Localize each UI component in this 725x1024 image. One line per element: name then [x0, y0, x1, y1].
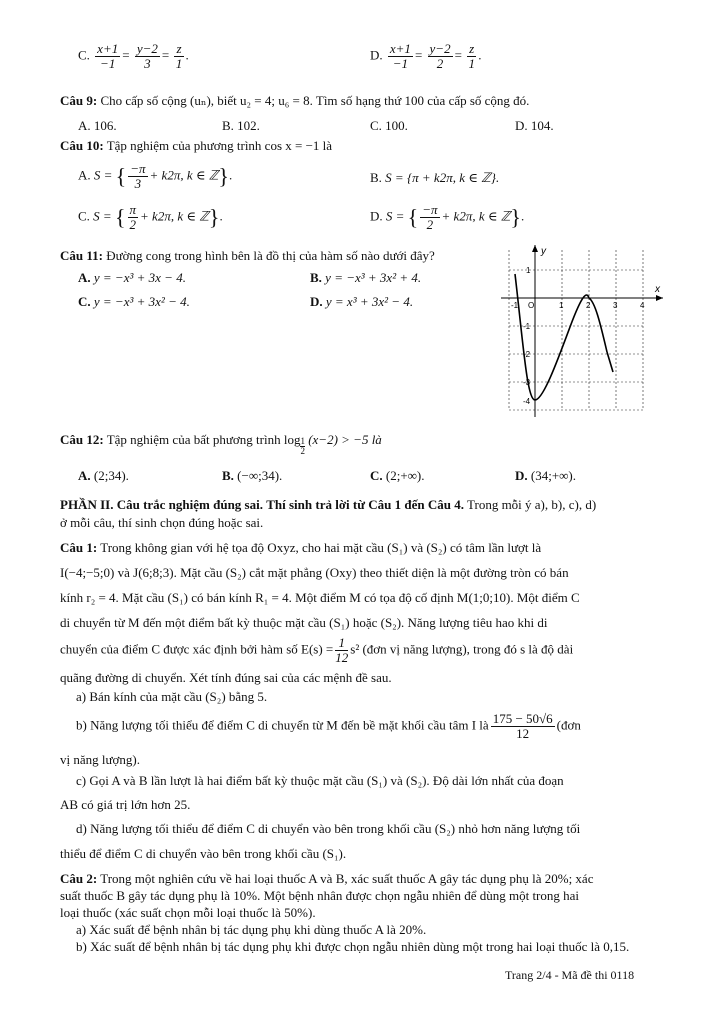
- q12-stem: Câu 12: Tập nghiệm của bất phương trình log $\frac{1}{2}$ (x−2) > −5 là: [60, 432, 382, 456]
- x-label: x: [655, 284, 660, 295]
- p2q1-line3: kính r₂ = 4. Mặt cầu (S₁) có bán kính R₁ = 4. Một điểm M có tọa độ cố định M(1;0;10). Một điểm C: [60, 590, 580, 605]
- q9-option-d: D. 104.: [515, 118, 554, 133]
- q9-option-c: C. 100.: [370, 118, 408, 133]
- q11-option-b: B. y = −x³ + 3x² + 4.: [310, 270, 422, 285]
- fraction: $\frac{z}{1}$: [175, 41, 183, 71]
- q12-option-b: B. (−∞;34).: [222, 468, 283, 483]
- p2q1-line2: I(−4;−5;0) và J(6;8;3). Mặt cầu (S₂) cắt mặt phẳng (Oxy) theo thiết diện là một đường tròn có bán: [60, 565, 569, 580]
- q10-option-d: D. S = { $\frac{-\pi}{2}$ + k2π, k ∈ ℤ}.: [370, 202, 525, 232]
- part2-heading: PHẦN II. Câu trắc nghiệm đúng sai. Thí sinh trả lời từ Câu 1 đến Câu 4. Trong mỗi ý a), b), c), d): [60, 497, 597, 512]
- p2q2-line1: Câu 2: Trong một nghiên cứu về hai loại thuốc A và B, xác suất thuốc A gây tác dụng phụ là 20%; xác: [60, 871, 594, 886]
- p2q1-statement-a: a) Bán kính của mặt cầu (S₂) bằng 5.: [76, 689, 268, 704]
- p2q1-statement-d: d) Năng lượng tối thiểu để điểm C di chuyển vào bên trong khối cầu (S₂) nhỏ hơn năng lượng tối: [76, 821, 581, 836]
- cubic-curve-tail: [607, 352, 613, 372]
- p2q1-line6: quãng đường di chuyển. Xét tính đúng sai của các mệnh đề sau.: [60, 670, 392, 685]
- p2q1-statement-d-line2: thiểu để điểm C di chuyển vào bên trong khối cầu (S₁).: [60, 846, 347, 861]
- y-tick: -4: [523, 397, 531, 406]
- fraction: $\frac{z}{1}$: [468, 41, 475, 71]
- page-footer: Trang 2/4 - Mã đề thi 0118: [505, 968, 635, 982]
- y-tick: -1: [523, 322, 531, 331]
- fraction: $\frac{y-2}{3}$: [136, 41, 158, 71]
- origin-label: O: [528, 301, 535, 310]
- fraction: $\frac{\pi}{2}$: [129, 202, 137, 232]
- p2q2-statement-a: a) Xác suất để bệnh nhân bị tác dụng phụ khi dùng thuốc A là 20%.: [76, 922, 427, 937]
- q12-option-d: D. (34;+∞).: [515, 468, 577, 483]
- x-tick: 2: [586, 301, 591, 310]
- fraction: $\frac{-\pi}{2}$: [422, 202, 438, 232]
- p2q1-statement-c-line2: AB có giá trị lớn hơn 25.: [60, 797, 191, 812]
- fraction: $\frac{x+1}{-1}$: [389, 41, 411, 71]
- p2q2-line3: loại thuốc (xác suất chọn mỗi loại thuốc là 50%).: [60, 905, 316, 920]
- y-label: y: [541, 246, 546, 257]
- p2q1-line1: Câu 1: Trong không gian với hệ tọa độ Oxyz, cho hai mặt cầu (S₁) và (S₂) có tâm lần lượt là: [60, 540, 542, 555]
- q12-option-c: C. (2;+∞).: [370, 468, 425, 483]
- q11-option-a: A. y = −x³ + 3x − 4.: [78, 270, 186, 285]
- q10-option-b: B. S = {π + k2π, k ∈ ℤ}.: [370, 170, 500, 185]
- fraction: $\frac{-\pi}{3}$: [130, 161, 146, 191]
- part2-heading-line2: ở mỗi câu, thí sinh chọn đúng hoặc sai.: [60, 515, 264, 530]
- fraction: $\frac{175 - 50√6}{12}$: [492, 711, 553, 741]
- x-tick: 3: [613, 301, 618, 310]
- y-axis-arrow: [532, 245, 538, 252]
- p2q1-statement-b: b) Năng lượng tối thiểu để điểm C di chuyển từ M đến bề mặt khối cầu tâm I là $\frac{175 - 50√6}{12}$ (đơn: [76, 711, 581, 741]
- x-axis-arrow: [656, 295, 663, 301]
- p2q1-line4: di chuyển từ M đến một điểm bất kỳ thuộc mặt cầu (S₁) hoặc (S₂). Năng lượng tiêu hao khi di: [60, 615, 548, 630]
- q9-option-b: B. 102.: [222, 118, 260, 133]
- x-tick: -1: [511, 301, 519, 310]
- fraction: $\frac{1}{12}$: [335, 635, 349, 665]
- q11-stem: Câu 11: Đường cong trong hình bên là đồ thị của hàm số nào dưới đây?: [60, 248, 435, 263]
- fraction: $\frac{x+1}{-1}$: [97, 41, 119, 71]
- y-tick: 1: [526, 266, 531, 275]
- q8-option-c: C. $\frac{x+1}{-1}$ = $\frac{y-2}{3}$ = $\frac{z}{1}$ .: [78, 41, 189, 71]
- p2q2-statement-b: b) Xác suất để bệnh nhân bị tác dụng phụ khi được chọn ngẫu nhiên dùng một trong hai loại thuốc là 0,15.: [76, 939, 630, 954]
- q12-option-a: A. (2;34).: [78, 468, 129, 483]
- fraction: $\frac{y-2}{2}$: [429, 41, 451, 71]
- p2q1-statement-c: c) Gọi A và B lần lượt là hai điểm bất kỳ thuộc mặt cầu (S₁) và (S₂). Độ dài lớn nhất của đoạn: [76, 773, 564, 788]
- function-graph: [495, 242, 670, 422]
- q10-option-c: C. S = { $\frac{\pi}{2}$ + k2π, k ∈ ℤ}.: [78, 202, 223, 232]
- x-tick: 1: [559, 301, 564, 310]
- y-tick: -3: [523, 378, 531, 387]
- q11-option-d: D. y = x³ + 3x² − 4.: [310, 294, 414, 309]
- q11-option-c: C. y = −x³ + 3x² − 4.: [78, 294, 190, 309]
- p2q2-line2: suất thuốc B gây tác dụng phụ là 10%. Một bệnh nhân được chọn ngẫu nhiên để dùng một trong hai: [60, 888, 580, 903]
- q9-stem: Câu 9: Cho cấp số cộng (uₙ), biết u₂ = 4; u₆ = 8. Tìm số hạng thứ 100 của cấp số cộng đó.: [60, 93, 530, 108]
- x-tick: 4: [640, 301, 645, 310]
- q10-option-a: A. S = { $\frac{-\pi}{3}$ + k2π, k ∈ ℤ}.: [78, 161, 233, 191]
- y-tick: -2: [523, 350, 531, 359]
- q10-stem: Câu 10: Tập nghiệm của phương trình cos x = −1 là: [60, 138, 333, 153]
- q9-option-a: A. 106.: [78, 118, 117, 133]
- q8-option-d: D. $\frac{x+1}{-1}$ = $\frac{y-2}{2}$ = $\frac{z}{1}$ .: [370, 41, 482, 71]
- p2q1-statement-b-line2: vị năng lượng).: [60, 752, 140, 767]
- p2q1-line5: chuyển của điểm C được xác định bởi hàm số E(s) = $\frac{1}{12}$ s² (đơn vị năng lượng), trong đó s là độ dài: [60, 635, 574, 665]
